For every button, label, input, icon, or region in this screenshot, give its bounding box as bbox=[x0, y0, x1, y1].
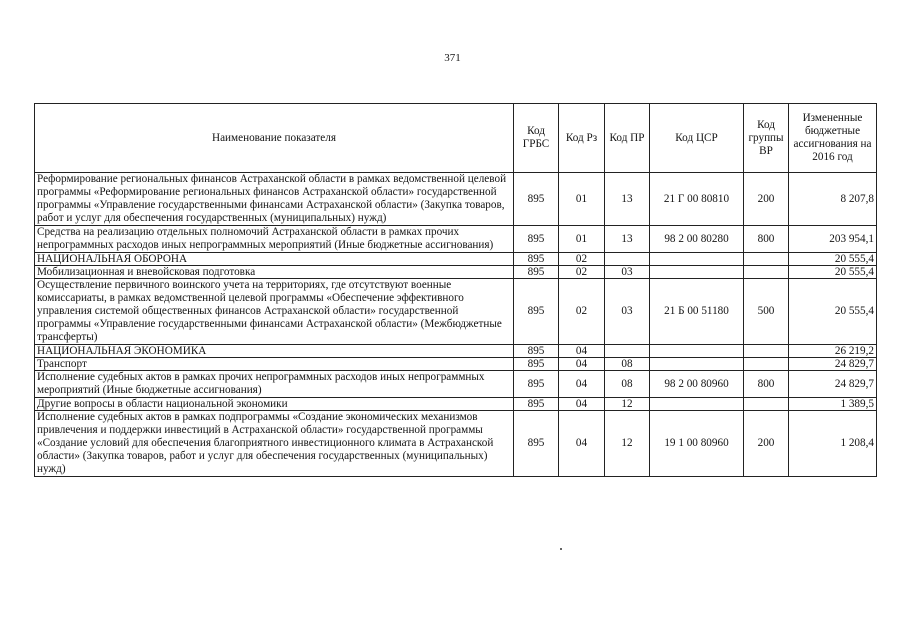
table-row bbox=[35, 253, 877, 266]
header-grbs: Код ГРБС bbox=[514, 104, 559, 173]
page-number: 371 bbox=[444, 52, 461, 64]
header-vr: Код группы ВР bbox=[744, 104, 789, 173]
row-pr: 08 bbox=[605, 371, 650, 398]
row-rz: 04 bbox=[559, 358, 605, 371]
row-grbs: 895 bbox=[514, 358, 559, 371]
row-amount: 20 555,4 bbox=[789, 253, 877, 266]
row-pr: 12 bbox=[605, 398, 650, 411]
table-header-row bbox=[35, 104, 877, 173]
row-vr bbox=[744, 266, 789, 279]
row-name: Исполнение судебных актов в рамках подпрограммы «Создание экономических механизмов привлечения и поддержки инвестиций в Астраханской области» государственной программы «Создание условий для обеспечения благоприятного инвестиционного климата в Астраханской области» (Закупка товаров, работ и услуг для обеспечения государственных (муниципальных) нужд) bbox=[35, 411, 514, 477]
row-amount: 1 389,5 bbox=[789, 398, 877, 411]
row-amount: 8 207,8 bbox=[789, 173, 877, 226]
row-grbs: 895 bbox=[514, 226, 559, 253]
row-rz: 04 bbox=[559, 398, 605, 411]
row-name: Средства на реализацию отдельных полномочий Астраханской области в рамках прочих непрограммных расходов иных непрограммных мероприятий (Иные бюджетные ассигнования) bbox=[35, 226, 514, 253]
row-pr: 13 bbox=[605, 173, 650, 226]
row-pr bbox=[605, 345, 650, 358]
row-vr bbox=[744, 398, 789, 411]
row-grbs: 895 bbox=[514, 253, 559, 266]
row-amount: 203 954,1 bbox=[789, 226, 877, 253]
row-name: Реформирование региональных финансов Астраханской области в рамках ведомственной целевой программы «Реформирование региональных финансов Астраханской области» государственной программы «Управление государственными финансами Астраханской области» (Закупка товаров, работ и услуг для обеспечения государственных (муниципальных) нужд) bbox=[35, 173, 514, 226]
row-pr: 13 bbox=[605, 226, 650, 253]
row-csr: 19 1 00 80960 bbox=[650, 411, 744, 477]
row-rz: 01 bbox=[559, 173, 605, 226]
row-csr: 98 2 00 80960 bbox=[650, 371, 744, 398]
table-row bbox=[35, 398, 877, 411]
row-amount: 24 829,7 bbox=[789, 371, 877, 398]
row-amount: 20 555,4 bbox=[789, 266, 877, 279]
row-vr bbox=[744, 358, 789, 371]
table-row bbox=[35, 411, 877, 477]
table-row bbox=[35, 358, 877, 371]
row-vr: 200 bbox=[744, 173, 789, 226]
row-rz: 02 bbox=[559, 266, 605, 279]
header-pr: Код ПР bbox=[605, 104, 650, 173]
row-name: Транспорт bbox=[35, 358, 514, 371]
header-name: Наименование показателя bbox=[35, 104, 514, 173]
table-row bbox=[35, 279, 877, 345]
row-csr bbox=[650, 253, 744, 266]
scan-speck bbox=[560, 548, 562, 550]
row-csr bbox=[650, 266, 744, 279]
row-vr bbox=[744, 253, 789, 266]
row-csr bbox=[650, 398, 744, 411]
row-pr: 03 bbox=[605, 266, 650, 279]
row-amount: 26 219,2 bbox=[789, 345, 877, 358]
table-row bbox=[35, 266, 877, 279]
row-amount: 24 829,7 bbox=[789, 358, 877, 371]
row-grbs: 895 bbox=[514, 266, 559, 279]
row-vr: 800 bbox=[744, 226, 789, 253]
row-rz: 02 bbox=[559, 253, 605, 266]
row-grbs: 895 bbox=[514, 173, 559, 226]
row-grbs: 895 bbox=[514, 371, 559, 398]
table-row bbox=[35, 226, 877, 253]
budget-table bbox=[34, 103, 877, 477]
row-pr: 12 bbox=[605, 411, 650, 477]
row-vr: 800 bbox=[744, 371, 789, 398]
table-row bbox=[35, 345, 877, 358]
table-row bbox=[35, 371, 877, 398]
row-csr: 21 Б 00 51180 bbox=[650, 279, 744, 345]
row-vr bbox=[744, 345, 789, 358]
row-grbs: 895 bbox=[514, 398, 559, 411]
row-amount: 1 208,4 bbox=[789, 411, 877, 477]
row-csr bbox=[650, 345, 744, 358]
row-pr: 03 bbox=[605, 279, 650, 345]
row-grbs: 895 bbox=[514, 279, 559, 345]
row-name: НАЦИОНАЛЬНАЯ ОБОРОНА bbox=[35, 253, 514, 266]
header-csr: Код ЦСР bbox=[650, 104, 744, 173]
row-rz: 04 bbox=[559, 371, 605, 398]
row-vr: 200 bbox=[744, 411, 789, 477]
row-name: Исполнение судебных актов в рамках прочих непрограммных расходов иных непрограммных мероприятий (Иные бюджетные ассигнования) bbox=[35, 371, 514, 398]
row-rz: 02 bbox=[559, 279, 605, 345]
row-rz: 01 bbox=[559, 226, 605, 253]
row-csr bbox=[650, 358, 744, 371]
header-amount: Измененные бюджетные ассигнования на 2016 год bbox=[789, 104, 877, 173]
header-rz: Код Рз bbox=[559, 104, 605, 173]
row-grbs: 895 bbox=[514, 411, 559, 477]
row-pr bbox=[605, 253, 650, 266]
row-grbs: 895 bbox=[514, 345, 559, 358]
table-row bbox=[35, 173, 877, 226]
row-rz: 04 bbox=[559, 345, 605, 358]
row-vr: 500 bbox=[744, 279, 789, 345]
row-name: НАЦИОНАЛЬНАЯ ЭКОНОМИКА bbox=[35, 345, 514, 358]
row-name: Осуществление первичного воинского учета на территориях, где отсутствуют военные комиссариаты, в рамках ведомственной целевой программы «Обеспечение эффективного управления системой общественных финансов Астраханской области» государственной программы «Управление государственными финансами Астраханской области» (Межбюджетные трансферты) bbox=[35, 279, 514, 345]
row-pr: 08 bbox=[605, 358, 650, 371]
row-name: Другие вопросы в области национальной экономики bbox=[35, 398, 514, 411]
row-csr: 21 Г 00 80810 bbox=[650, 173, 744, 226]
row-name: Мобилизационная и вневойсковая подготовка bbox=[35, 266, 514, 279]
row-csr: 98 2 00 80280 bbox=[650, 226, 744, 253]
row-rz: 04 bbox=[559, 411, 605, 477]
row-amount: 20 555,4 bbox=[789, 279, 877, 345]
